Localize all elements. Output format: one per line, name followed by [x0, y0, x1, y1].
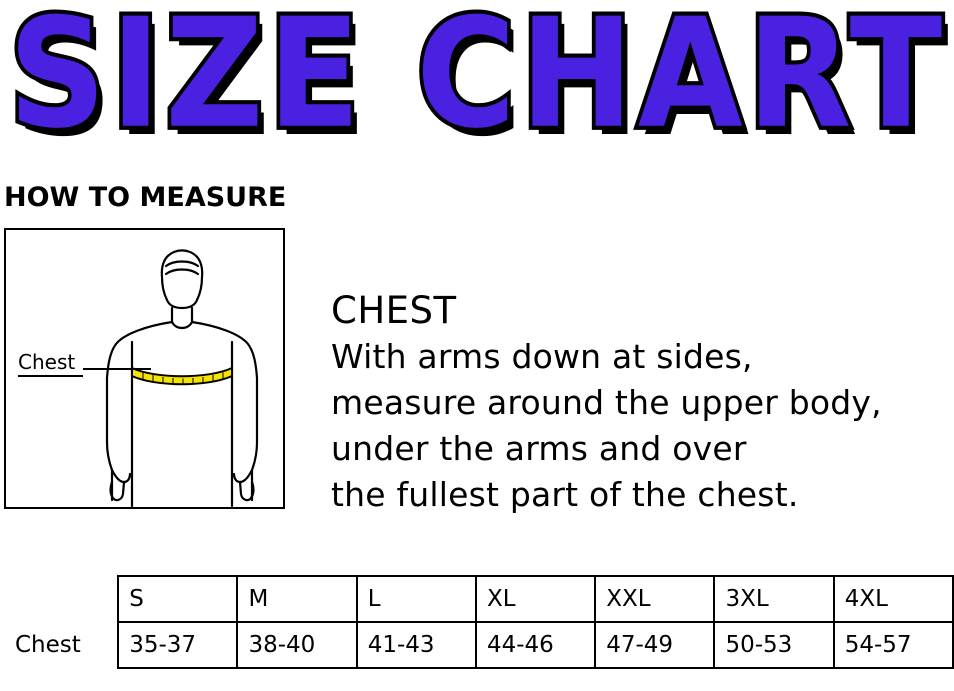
figure-chest-leader-line	[83, 368, 151, 370]
table-header-size-l: L	[357, 576, 476, 622]
table-row-chest	[0, 622, 953, 668]
table-cell-chest-3xl: 50-53	[714, 622, 833, 668]
table-header-size-4xl: 4XL	[834, 576, 953, 622]
tape-measure-icon	[132, 368, 232, 385]
table-cell-chest-4xl: 54-57	[834, 622, 953, 668]
chest-description	[331, 288, 941, 518]
table-header-size-xl: XL	[476, 576, 595, 622]
table-cell-chest-xl: 44-46	[476, 622, 595, 668]
table-cell-chest-s: 35-37	[118, 622, 237, 668]
table-header-size-3xl: 3XL	[714, 576, 833, 622]
table-row-header	[0, 576, 953, 622]
description-line-4: the fullest part of the chest.	[331, 475, 799, 514]
figure-chest-label-underline	[18, 375, 83, 377]
figure-chest-label: Chest	[18, 350, 76, 374]
how-to-measure-heading: HOW TO MEASURE	[4, 182, 287, 213]
page-title: SIZE CHART	[8, 0, 946, 150]
description-heading: CHEST	[331, 289, 457, 332]
description-line-3: under the arms and over	[331, 429, 747, 468]
table-cell-chest-l: 41-43	[357, 622, 476, 668]
table-corner-cell	[0, 576, 118, 622]
description-line-2: measure around the upper body,	[331, 383, 882, 422]
table-header-size-xxl: XXL	[595, 576, 714, 622]
size-table	[0, 575, 954, 669]
page-title-banner	[0, 0, 954, 150]
table-cell-chest-m: 38-40	[237, 622, 356, 668]
table-header-size-s: S	[118, 576, 237, 622]
description-line-1: With arms down at sides,	[331, 337, 753, 376]
table-cell-chest-xxl: 47-49	[595, 622, 714, 668]
table-row-label-chest: Chest	[15, 632, 81, 658]
table-header-size-m: M	[237, 576, 356, 622]
